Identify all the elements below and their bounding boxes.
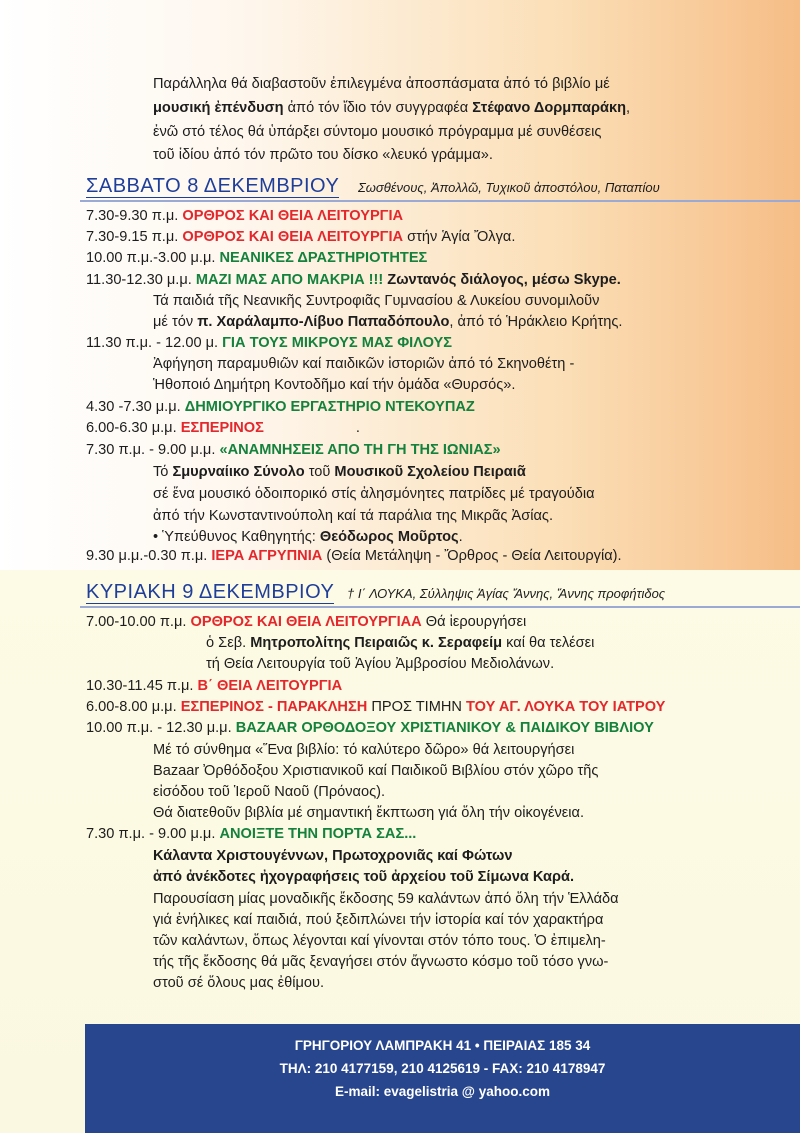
- sun-event-4-desc-3: εἰσόδου τοῦ Ἱεροῦ Ναοῦ (Πρόναος).: [153, 784, 386, 800]
- sat-event-6: 4.30 -7.30 μ.μ. ΔΗΜΙΟΥΡΓΙΚΟ ΕΡΓΑΣΤΗΡΙΟ ΝΤΕΚΟΥΠΑΖ: [86, 399, 475, 415]
- sat-event-8-desc-2: σέ ἕνα μουσικό ὁδοιπορικό στίς ἀλησμόνητες πατρίδες μέ τραγούδια: [153, 486, 595, 502]
- sunday-saints: † Ι΄ ΛΟΥΚΑ, Σύλληψις Ἁγίας Ἄννης, Ἄννης προφήτιδος: [347, 586, 666, 601]
- footer-email[interactable]: E-mail: evagelistria @ yahoo.com: [335, 1084, 550, 1099]
- intro-line-2: [153, 98, 630, 118]
- sat-event-8: 7.30 π.μ. - 9.00 μ.μ. «ΑΝΑΜΝΗΣΕΙΣ ΑΠΟ ΤΗ ΓΗ ΤΗΣ ΙΩΝΙΑΣ»: [86, 442, 501, 458]
- sat-event-3: 10.00 π.μ.-3.00 μ.μ. ΝΕΑΝΙΚΕΣ ΔΡΑΣΤΗΡΙΟΤΗΤΕΣ: [86, 250, 428, 266]
- sun-event-1-desc-2: τή Θεία Λειτουργία τοῦ Ἁγίου Ἀμβροσίου Μεδιολάνων.: [206, 656, 555, 672]
- sat-event-4-desc-2: μέ τόν π. Χαράλαμπο-Λίβυο Παπαδόπουλο, ἀπό τό Ἡράκλειο Κρήτης.: [153, 314, 623, 330]
- sun-event-5-desc-2: γιά ἐνήλικες καί παιδιά, πού ξεδιπλώνει τήν ἱστορία καί τόν χαρακτήρα: [153, 912, 604, 928]
- sat-event-9: 9.30 μ.μ.-0.30 π.μ. ΙΕΡΑ ΑΓΡΥΠΝΙΑ (Θεία Μετάληψη - Ὄρθρος - Θεία Λειτουργία).: [86, 548, 622, 564]
- sun-event-5-desc-4: τής τῆς ἔκδοσης θά μᾶς ξεναγήσει στόν ἄγνωστο κόσμο τοῦ τόσο γνω-: [153, 954, 609, 970]
- intro-comma: ,: [626, 100, 631, 116]
- intro-line-4: τοῦ ἰδίου ἀπό τόν πρῶτο του δίσκο «λευκό γράμμα».: [153, 147, 493, 163]
- sun-event-5: 7.30 π.μ. - 9.00 μ.μ. ΑΝΟΙΞΤΕ ΤΗΝ ΠΟΡΤΑ ΣΑΣ...: [86, 826, 417, 842]
- intro-mid: ἀπό τόν ἴδιο τόν συγγραφέα: [283, 100, 473, 116]
- contact-footer: [85, 1024, 800, 1133]
- sat-event-5: 11.30 π.μ. - 12.00 μ. ΓΙΑ ΤΟΥΣ ΜΙΚΡΟΥΣ ΜΑΣ ΦΙΛΟΥΣ: [86, 335, 453, 351]
- sun-event-4-desc-2: Bazaar Ὀρθόδοξου Χριστιανικοῦ καί Παιδικοῦ Βιβλίου στόν χῶρο τῆς: [153, 763, 599, 779]
- sat-event-8-desc-1: Τό Σμυρναίικο Σύνολο τοῦ Μουσικοῦ Σχολείου Πειραιᾶ: [153, 464, 526, 480]
- sun-event-2: 10.30-11.45 π.μ. Β΄ ΘΕΙΑ ΛΕΙΤΟΥΡΓΙΑ: [86, 678, 343, 694]
- intro-line-1: Παράλληλα θά διαβαστοῦν ἐπιλεγμένα ἀποσπάσματα ἀπό τό βιβλίο μέ: [153, 76, 610, 92]
- intro-author: Στέφανο Δορμπαράκη: [472, 100, 627, 116]
- sat-event-4-desc-1: Τά παιδιά τῆς Νεανικῆς Συντροφιᾶς Γυμνασίου & Λυκείου συνομιλοῦν: [153, 293, 600, 309]
- sat-event-8-desc-3: ἀπό τήν Κωνσταντινούπολη καί τά παράλια της Μικρᾶς Ἀσίας.: [153, 508, 553, 524]
- sun-event-5-desc-3: τῶν καλάντων, ὅπως λέγονται καί γίνονται στόν τόπο τους. Ὁ ἐπιμελη-: [153, 933, 606, 949]
- sat-event-1: 7.30-9.30 π.μ. ΟΡΘΡΟΣ ΚΑΙ ΘΕΙΑ ΛΕΙΤΟΥΡΓΙΑ: [86, 208, 404, 224]
- sunday-divider: [80, 606, 800, 608]
- sun-event-1-desc-1: ὁ Σεβ. Μητροπολίτης Πειραιῶς κ. Σεραφείμ καί θα τελέσει: [206, 635, 595, 651]
- intro-line-3: ἐνῶ στό τέλος θά ὑπάρξει σύντομο μουσικό πρόγραμμα μέ συνθέσεις: [153, 124, 602, 140]
- sun-event-4-desc-1: Μέ τό σύνθημα «Ἕνα βιβλίο: τό καλύτερο δῶρο» θά λειτουργήσει: [153, 742, 575, 758]
- footer-phones: ΤΗΛ: 210 4177159, 210 4125619 - FAX: 210 4178947: [279, 1061, 606, 1076]
- footer-address: ΓΡΗΓΟΡΙΟΥ ΛΑΜΠΡΑΚΗ 41 • ΠΕΙΡΑΙΑΣ 185 34: [294, 1038, 591, 1053]
- sun-event-5-desc-5: στοῦ σέ ὅλους μας ἐθίμου.: [153, 975, 325, 991]
- sun-event-3: 6.00-8.00 μ.μ. ΕΣΠΕΡΙΝΟΣ - ΠΑΡΑΚΛΗΣΗ ΠΡΟΣ ΤΙΜΗΝ ΤΟΥ ΑΓ. ΛΟΥΚΑ ΤΟΥ ΙΑΤΡΟΥ: [86, 699, 666, 715]
- sun-event-1: 7.00-10.00 π.μ. ΟΡΘΡΟΣ ΚΑΙ ΘΕΙΑ ΛΕΙΤΟΥΡΓΙΑΑ Θά ἱερουργήσει: [86, 614, 527, 630]
- sun-event-4-desc-4: Θά διατεθοῦν βιβλία μέ σημαντική ἔκπτωση γιά ὅλη τήν οἰκογένεια.: [153, 805, 585, 821]
- sun-event-5-bold-1: Κάλαντα Χριστουγέννων, Πρωτοχρονιᾶς καί Φώτων: [153, 848, 513, 864]
- sat-event-4: 11.30-12.30 μ.μ. ΜΑΖΙ ΜΑΣ ΑΠΟ ΜΑΚΡΙΑ !!! Ζωντανός διάλογος, μέσω Skype.: [86, 272, 621, 288]
- sat-event-2: 7.30-9.15 π.μ. ΟΡΘΡΟΣ ΚΑΙ ΘΕΙΑ ΛΕΙΤΟΥΡΓΙΑ στήν Ἁγία Ὄλγα.: [86, 229, 516, 245]
- sat-event-5-desc-2: Ἡθοποιό Δημήτρη Κοντοδῆμο καί τήν ὁμάδα «Θυρσός».: [153, 377, 516, 393]
- intro-bold: μουσική ἐπένδυση: [153, 100, 284, 116]
- sun-event-5-desc-1: Παρουσίαση μίας μοναδικῆς ἔκδοσης 59 καλάντων ἀπό ὅλη τήν Ἑλλάδα: [153, 891, 619, 907]
- sat-event-8-desc-4: • Ὑπεύθυνος Καθηγητής: Θεόδωρος Μοῦρτος.: [153, 529, 463, 545]
- sat-event-7: 6.00-6.30 μ.μ. ΕΣΠΕΡΙΝΟΣ .: [86, 420, 360, 436]
- saturday-saints: Σωσθένους, Ἀπολλῶ, Τυχικοῦ ἀποστόλου, Παταπίου: [358, 180, 660, 195]
- sat-event-5-desc-1: Ἀφήγηση παραμυθιῶν καί παιδικῶν ἱστοριῶν ἀπό τό Σκηνοθέτη -: [153, 356, 575, 372]
- sun-event-4: 10.00 π.μ. - 12.30 μ.μ. BAZAAR ΟΡΘΟΔΟΞΟΥ ΧΡΙΣΤΙΑΝΙΚΟΥ & ΠΑΙΔΙΚΟΥ ΒΙΒΛΙΟΥ: [86, 720, 654, 736]
- sun-event-5-bold-2: ἀπό ἀνέκδοτες ἠχογραφήσεις τοῦ ἀρχείου τοῦ Σίμωνα Καρά.: [153, 869, 575, 885]
- saturday-divider: [80, 200, 800, 202]
- saturday-title: ΣΑΒΒΑΤΟ 8 ΔΕΚΕΜΒΡΙΟΥ: [86, 175, 340, 197]
- sunday-title: ΚΥΡΙΑΚΗ 9 ΔΕΚΕΜΒΡΙΟΥ: [86, 581, 335, 603]
